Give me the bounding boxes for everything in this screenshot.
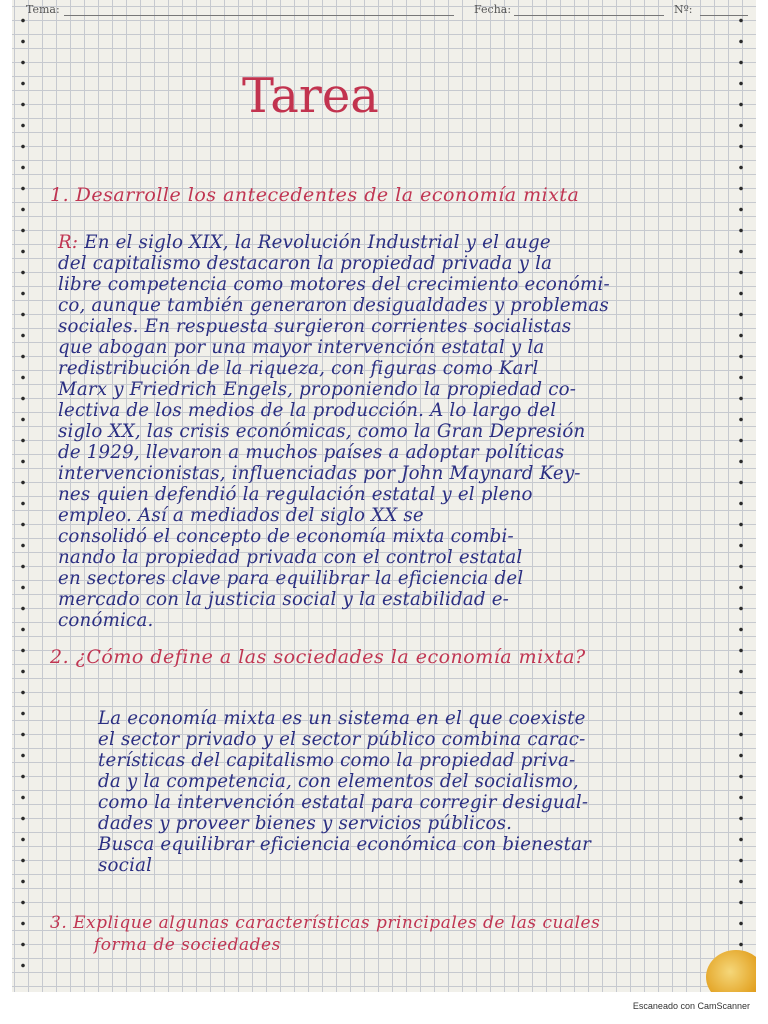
page-title: Tarea <box>242 68 379 124</box>
answer-line: consolidó el concepto de economía mixta combi- <box>58 526 514 547</box>
answer-line: da y la competencia, con elementos del socialismo, <box>98 771 579 792</box>
answer-line: La economía mixta es un sistema en el que coexiste <box>98 708 586 729</box>
answer-line: que abogan por una mayor intervención estatal y la <box>58 337 545 358</box>
answer-line: empleo. Así a mediados del siglo XX se <box>58 505 424 526</box>
answer-line: Marx y Friedrich Engels, proponiendo la propiedad co- <box>58 379 577 400</box>
answer-line: social <box>98 855 153 876</box>
answer-line: co, aunque también generaron desigualdades y problemas <box>58 295 609 316</box>
right-margin-dots <box>738 10 744 982</box>
answer-line: del capitalismo destacaron la propiedad privada y la <box>58 253 553 274</box>
answer-line: en sectores clave para equilibrar la eficiencia del <box>58 568 524 589</box>
answer-line: intervencionistas, influenciadas por John Maynard Key- <box>58 463 581 484</box>
answer-1-prefix: R: <box>58 232 79 253</box>
question-3-line: forma de sociedades <box>94 935 281 955</box>
numero-line <box>700 15 748 16</box>
fecha-label: Fecha: <box>474 3 512 16</box>
answer-line: conómica. <box>58 610 154 631</box>
answer-line: nando la propiedad privada con el control estatal <box>58 547 523 568</box>
camscanner-watermark: Escaneado con CamScanner <box>632 1001 750 1011</box>
answer-line: Busca equilibrar eficiencia económica con bienestar <box>98 834 592 855</box>
answer-1 <box>58 232 726 631</box>
answer-line: sociales. En respuesta surgieron corrientes socialistas <box>58 316 572 337</box>
answer-line: libre competencia como motores del crecimiento económi- <box>58 274 610 295</box>
question-3-line: 3. Explique algunas características principales de las cuales <box>50 913 601 933</box>
tema-label: Tema: <box>26 3 60 16</box>
corner-sticker <box>706 950 756 992</box>
answer-line: siglo XX, las crisis económicas, como la Gran Depresión <box>58 421 586 442</box>
tema-line <box>64 15 454 16</box>
page-header <box>12 0 756 20</box>
answer-line: terísticas del capitalismo como la propiedad priva- <box>98 750 576 771</box>
question-1: 1. Desarrolle los antecedentes de la economía mixta <box>50 184 580 206</box>
fecha-line <box>514 15 664 16</box>
answer-line: el sector privado y el sector público combina carac- <box>98 729 586 750</box>
answer-line: dades y proveer bienes y servicios públicos. <box>98 813 513 834</box>
notebook-page <box>12 0 756 992</box>
numero-label: Nº: <box>674 3 693 16</box>
answer-line: redistribución de la riqueza, con figuras como Karl <box>58 358 539 379</box>
answer-line: lectiva de los medios de la producción. A lo largo del <box>58 400 557 421</box>
question-2: 2. ¿Cómo define a las sociedades la economía mixta? <box>50 646 586 668</box>
left-margin-dots <box>20 10 26 982</box>
answer-line: como la intervención estatal para corregir desigual- <box>98 792 589 813</box>
answer-line: nes quien defendió la regulación estatal y el pleno <box>58 484 533 505</box>
answer-2 <box>98 708 726 876</box>
answer-line: En el siglo XIX, la Revolución Industrial y el auge <box>84 232 551 253</box>
answer-line: mercado con la justicia social y la estabilidad e- <box>58 589 510 610</box>
answer-line: de 1929, llevaron a muchos países a adoptar políticas <box>58 442 565 463</box>
question-3 <box>50 912 730 956</box>
